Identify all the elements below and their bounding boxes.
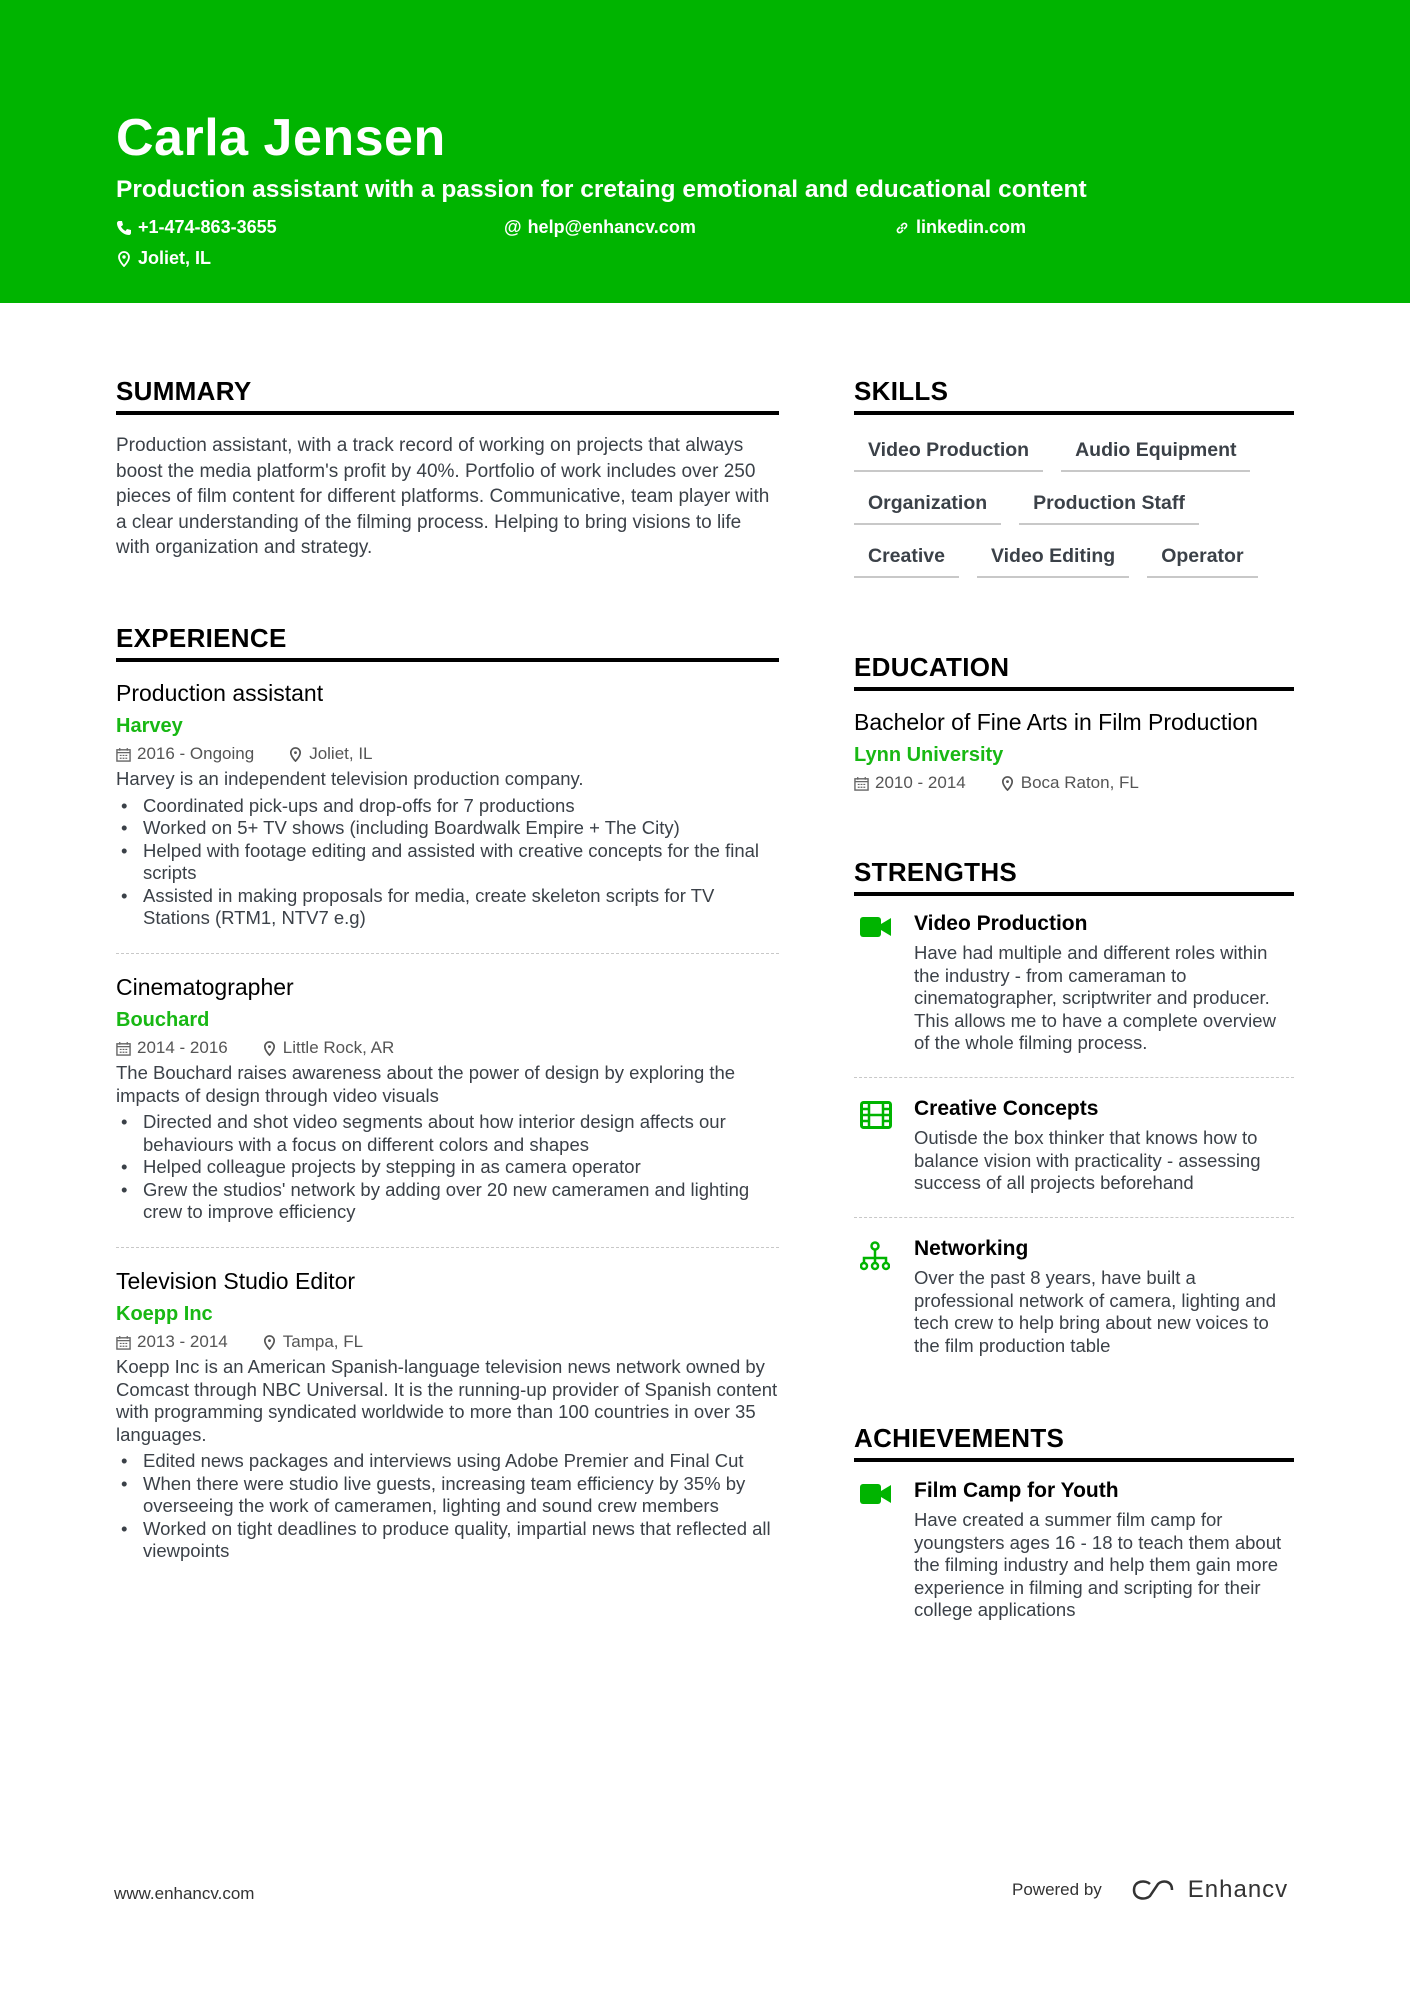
strength-item — [854, 1237, 1294, 1357]
contact-email[interactable] — [504, 217, 696, 238]
summary-heading: SUMMARY — [116, 376, 779, 415]
skills-list — [854, 433, 1294, 578]
contact-location — [116, 248, 211, 269]
divider — [116, 953, 779, 954]
strength-text: Over the past 8 years, have built a professional network of camera, lighting and tech crew to help bring about new voices to the film production table — [914, 1267, 1276, 1356]
location-text: Joliet, IL — [138, 248, 212, 268]
contact-phone — [116, 217, 277, 238]
video-camera-icon — [860, 916, 892, 938]
resume-header — [0, 0, 1410, 303]
achievement-item — [854, 1479, 1294, 1622]
location-pin-icon — [262, 1335, 277, 1350]
at-icon: @ — [504, 217, 522, 237]
strength-text: Outisde the box thinker that knows how to balance vision with practicality - assessing success of all projects beforehand — [914, 1127, 1261, 1193]
skill-tag: Operator — [1147, 539, 1257, 578]
experience-item — [116, 1268, 779, 1563]
location-pin-icon — [288, 747, 303, 762]
experience-heading: EXPERIENCE — [116, 623, 779, 662]
job-description: Koepp Inc is an American Spanish-language television news network owned by Comcast through NBC Universal. It is the running-up provider of Spanish content with programming syndicated worldwide to more than 100 countries in over 35 languages. — [116, 1356, 778, 1445]
job-title: Production assistant — [116, 680, 324, 706]
divider — [854, 1077, 1294, 1078]
job-dates: 2014 - 2016 — [137, 1038, 228, 1057]
enhancv-logo-text: Enhancv — [1187, 1876, 1289, 1903]
enhancv-logo-icon — [1130, 1878, 1176, 1902]
achievements-heading: ACHIEVEMENTS — [854, 1423, 1294, 1462]
phone-text: +1-474-863-3655 — [138, 217, 277, 237]
bullet: • Helped colleague projects by stepping in as camera operator — [116, 1156, 779, 1179]
calendar-icon — [116, 1335, 131, 1350]
phone-icon — [116, 220, 132, 236]
strength-item — [854, 912, 1294, 1055]
strengths-heading-wrap — [854, 857, 1294, 896]
skill-tag: Organization — [854, 486, 1001, 525]
location-pin-icon — [262, 1041, 277, 1056]
location-pin-icon — [1000, 776, 1015, 791]
job-dates: 2016 - Ongoing — [137, 744, 255, 763]
job-title: Television Studio Editor — [116, 1268, 356, 1294]
job-meta — [116, 744, 779, 764]
skills-section — [854, 376, 1294, 578]
degree: Bachelor of Fine Arts in Film Production — [854, 709, 1258, 735]
job-location: Little Rock, AR — [282, 1038, 395, 1057]
strength-title: Video Production — [914, 912, 1088, 935]
film-icon — [860, 1101, 892, 1129]
school-name: Lynn University — [854, 744, 1004, 766]
strength-title: Networking — [914, 1237, 1029, 1260]
link-text[interactable]: linkedin.com — [916, 217, 1027, 237]
job-dates: 2013 - 2014 — [137, 1332, 228, 1351]
powered-by-text: Powered by — [1012, 1880, 1102, 1899]
link-icon — [894, 220, 910, 236]
footer-branding — [1012, 1876, 1288, 1904]
bullet: • When there were studio live guests, increasing team efficiency by 35% by overseeing the work of cameramen, lighting and sound crew members — [116, 1473, 779, 1518]
job-bullets — [116, 1450, 779, 1563]
achievement-title: Film Camp for Youth — [914, 1479, 1119, 1502]
education-meta — [854, 773, 1294, 793]
company-name: Bouchard — [116, 1009, 210, 1031]
tagline: Production assistant with a passion for cretaing emotional and educational content — [116, 176, 1087, 203]
job-bullets — [116, 795, 779, 930]
skill-tag: Video Production — [854, 433, 1043, 472]
strength-item — [854, 1097, 1294, 1195]
calendar-icon — [116, 747, 131, 762]
summary-section — [116, 376, 779, 561]
email-text[interactable]: help@enhancv.com — [527, 217, 696, 237]
strengths-heading: STRENGTHS — [854, 857, 1294, 896]
bullet: • Directed and shot video segments about how interior design affects our behaviours with a focus on different colors and shapes — [116, 1111, 779, 1156]
network-icon — [860, 1241, 890, 1271]
job-bullets — [116, 1111, 779, 1224]
job-location: Tampa, FL — [282, 1332, 364, 1351]
experience-item — [116, 680, 779, 930]
skill-tag: Video Editing — [977, 539, 1129, 578]
skill-tag: Production Staff — [1019, 486, 1199, 525]
footer-website[interactable]: www.enhancv.com — [114, 1884, 255, 1903]
bullet: • Worked on tight deadlines to produce quality, impartial news that reflected all viewpoints — [116, 1518, 779, 1563]
education-heading: EDUCATION — [854, 652, 1294, 691]
bullet: • Coordinated pick-ups and drop-offs for 7 productions — [116, 795, 779, 818]
bullet: • Grew the studios' network by adding over 20 new cameramen and lighting crew to improve efficiency — [116, 1179, 779, 1224]
bullet: • Helped with footage editing and assisted with creative concepts for the final scripts — [116, 840, 779, 885]
education-dates: 2010 - 2014 — [875, 773, 966, 792]
job-title: Cinematographer — [116, 974, 294, 1000]
experience-heading-wrap — [116, 623, 779, 662]
job-location: Joliet, IL — [309, 744, 373, 763]
skill-tag: Creative — [854, 539, 959, 578]
skills-heading: SKILLS — [854, 376, 1294, 415]
company-name: Koepp Inc — [116, 1303, 213, 1325]
contact-link[interactable] — [894, 217, 1026, 238]
skill-tag: Audio Equipment — [1061, 433, 1250, 472]
summary-text: Production assistant, with a track record of working on projects that always boost the media platform's profit by 40%. Portfolio of work includes over 250 pieces of film content for different platforms. Communicative, team player with a clear understanding of the filming process. Helping to bring visions to life with organization and strategy. — [116, 435, 770, 558]
job-meta — [116, 1038, 779, 1058]
bullet: • Edited news packages and interviews using Adobe Premier and Final Cut — [116, 1450, 779, 1473]
candidate-name: Carla Jensen — [116, 109, 446, 167]
education-location: Boca Raton, FL — [1020, 773, 1139, 792]
location-pin-icon — [116, 251, 132, 267]
achievement-text: Have created a summer film camp for youngsters ages 16 - 18 to teach them about the filming industry and help them gain more experience in filming and scripting for their college applications — [914, 1509, 1282, 1620]
company-name: Harvey — [116, 715, 183, 737]
job-meta — [116, 1332, 779, 1352]
bullet: • Worked on 5+ TV shows (including Boardwalk Empire + The City) — [116, 817, 779, 840]
bullet: • Assisted in making proposals for media, create skeleton scripts for TV Stations (RTM1, NTV7 e.g) — [116, 885, 779, 930]
experience-item — [116, 974, 779, 1224]
education-section — [854, 652, 1294, 793]
job-description: Harvey is an independent television production company. — [116, 768, 584, 789]
strength-title: Creative Concepts — [914, 1097, 1099, 1120]
calendar-icon — [116, 1041, 131, 1056]
divider — [854, 1217, 1294, 1218]
video-camera-icon — [860, 1483, 892, 1505]
job-description: The Bouchard raises awareness about the power of design by exploring the impacts of design through video visuals — [116, 1062, 736, 1106]
divider — [116, 1247, 779, 1248]
achievements-heading-wrap — [854, 1423, 1294, 1462]
calendar-icon — [854, 776, 869, 791]
strength-text: Have had multiple and different roles within the industry - from cameraman to cinematographer, scriptwriter and producer. This allows me to have a complete overview of the whole filming process. — [914, 942, 1276, 1053]
